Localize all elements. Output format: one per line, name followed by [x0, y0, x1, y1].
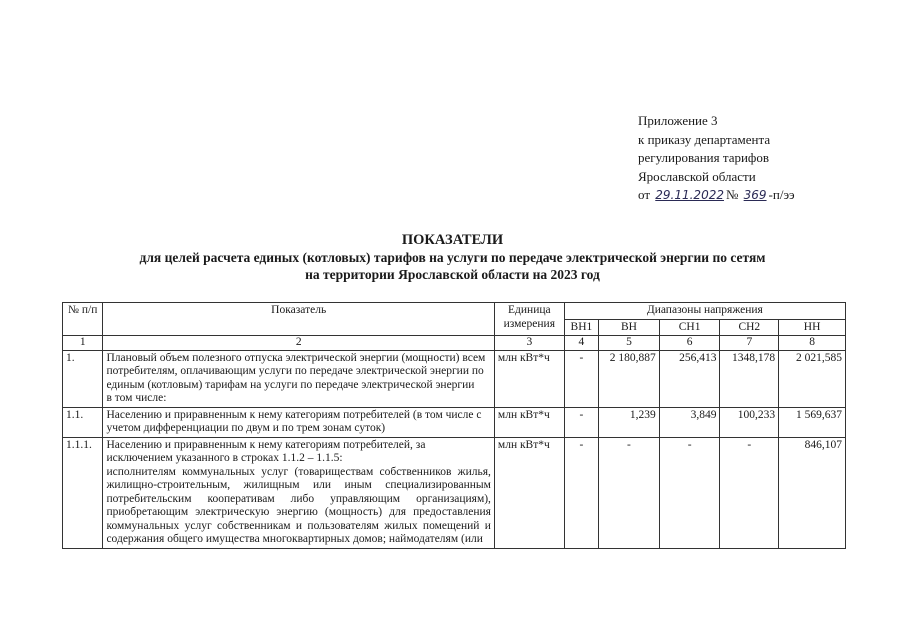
order-date: 29.11.2022 — [655, 188, 724, 202]
indicators-table — [62, 302, 846, 549]
row-vn: 1,239 — [599, 407, 660, 437]
header-voltage-ranges: Диапазоны напряжения — [564, 303, 845, 320]
header-vn: ВН — [599, 319, 660, 336]
row-indicator-note: в том числе: — [106, 392, 167, 404]
header-sn1: СН1 — [659, 319, 720, 336]
table-row — [63, 350, 846, 407]
col-number: 7 — [720, 336, 779, 351]
header-sn2: СН2 — [720, 319, 779, 336]
row-number: 1. — [63, 350, 103, 407]
appendix-region: Ярославской области — [638, 168, 756, 184]
row-unit: млн кВт*ч — [494, 350, 564, 407]
col-number: 8 — [779, 336, 846, 351]
header-indicator: Показатель — [103, 303, 494, 336]
title-main: ПОКАЗАТЕЛИ — [401, 232, 504, 248]
row-sn2: 1348,178 — [720, 350, 779, 407]
row-sn2: - — [720, 437, 779, 548]
row-sn1: 3,849 — [659, 407, 720, 437]
appendix-title: Приложение 3 — [638, 113, 718, 128]
col-number: 1 — [63, 336, 103, 351]
row-nn: 846,107 — [779, 437, 846, 548]
col-number: 2 — [103, 336, 494, 351]
column-number-row — [63, 336, 846, 351]
col-number: 3 — [494, 336, 564, 351]
header-vn1: ВН1 — [564, 319, 598, 336]
header-unit: Единица измерения — [494, 303, 564, 336]
row-unit: млн кВт*ч — [494, 407, 564, 437]
row-sn1: - — [659, 437, 720, 548]
title-period: на территории Ярославской области на 2023 год — [305, 267, 600, 282]
row-indicator-note: исполнителям коммунальных услуг (товариществам собственников жилья, жилищно-строительным, жилищным или иным специализированным потребительским кооперативам либо управляющим организациям), приобретающим электрическую энергию (мощность) для предоставления коммунальных услуг собственникам и пользователям жилых помещений и содержания общего имущества многоквартирных домов; наймодателям (или — [106, 465, 491, 545]
document-title — [0, 232, 905, 283]
row-unit: млн кВт*ч — [494, 437, 564, 548]
row-indicator-text: Плановый объем полезного отпуска электрической энергии (мощности) всем потребителям, оплачивающим услуги по передаче электрической энергии по единым (котловым) тарифам на услуги по передаче электрической энергии — [106, 351, 486, 391]
appendix-order-ref: к приказу департамента — [638, 131, 771, 147]
col-number: 4 — [564, 336, 598, 351]
header-nn: НН — [779, 319, 846, 336]
col-number: 5 — [599, 336, 660, 351]
table-row — [63, 407, 846, 437]
row-indicator — [103, 437, 494, 548]
appendix-department: регулирования тарифов — [638, 150, 769, 165]
header-num: № п/п — [63, 303, 103, 336]
row-sn1: 256,413 — [659, 350, 720, 407]
row-vn1: - — [564, 350, 598, 407]
appendix-block — [638, 112, 795, 205]
row-sn2: 100,233 — [720, 407, 779, 437]
col-number: 6 — [659, 336, 720, 351]
order-number: 369 — [743, 188, 767, 202]
table-header-row — [63, 303, 846, 320]
row-indicator: Населению и приравненным к нему категориям потребителей (в том числе с учетом дифференциации по двум и по трем зонам суток) — [103, 407, 494, 437]
row-indicator — [103, 350, 494, 407]
row-number: 1.1. — [63, 407, 103, 437]
order-date-number — [638, 186, 795, 205]
row-vn: - — [599, 437, 660, 548]
order-from-label: от — [638, 187, 651, 202]
row-nn: 2 021,585 — [779, 350, 846, 407]
table-row — [63, 437, 846, 548]
order-number-sign: № — [725, 187, 739, 202]
row-vn1: - — [564, 407, 598, 437]
row-indicator-text: Населению и приравненным к нему категориям потребителей, за исключением указанного в строках 1.1.2 – 1.1.5: — [106, 438, 426, 464]
order-suffix: -п/ээ — [768, 187, 795, 202]
row-vn1: - — [564, 437, 598, 548]
row-vn: 2 180,887 — [599, 350, 660, 407]
row-nn: 1 569,637 — [779, 407, 846, 437]
row-number: 1.1.1. — [63, 437, 103, 548]
title-subtitle: для целей расчета единых (котловых) тарифов на услуги по передаче электрической энергии по сетям — [139, 250, 766, 265]
